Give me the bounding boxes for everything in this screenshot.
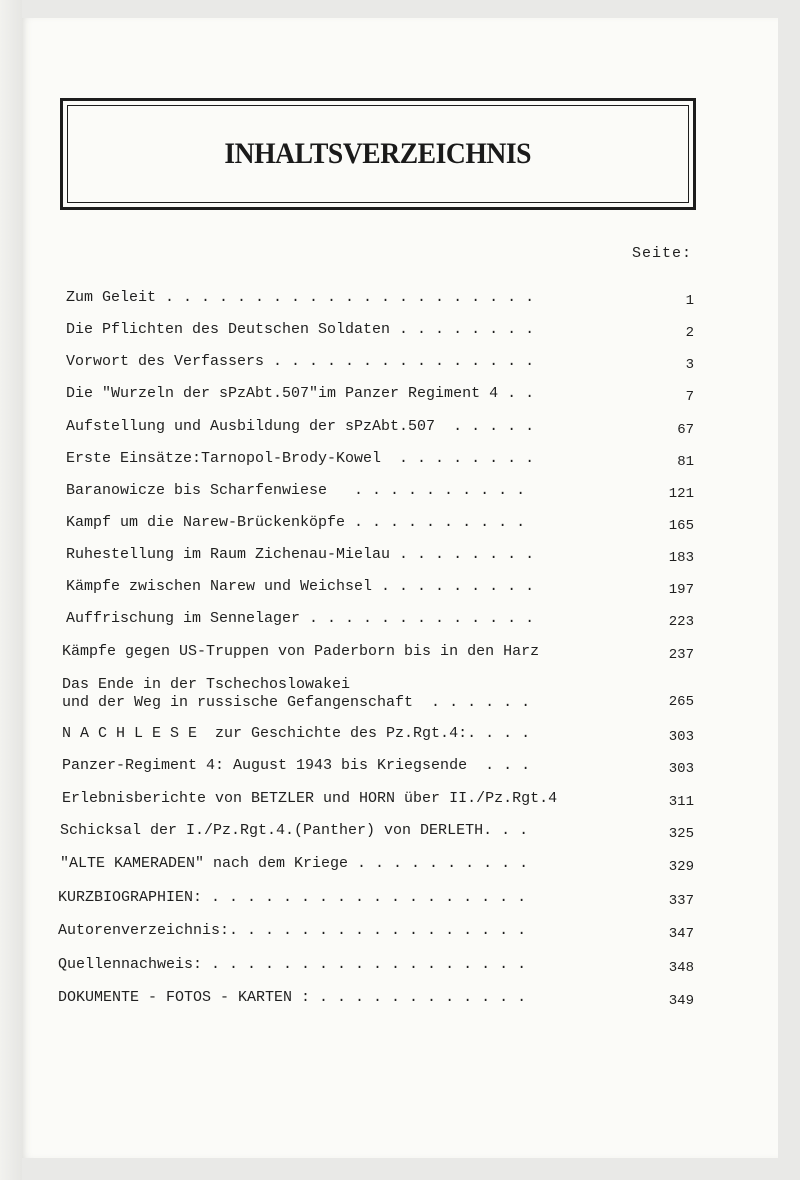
toc-entry-title: Schicksal der I./Pz.Rgt.4.(Panther) von DERLETH. . . xyxy=(60,822,529,839)
toc-entry-page-number: 183 xyxy=(668,550,694,566)
toc-entry-title: Das Ende in der Tschechoslowakei und der Weg in russische Gefangenschaft . . . . . . xyxy=(62,676,531,711)
page-column-header: Seite: xyxy=(631,245,692,262)
toc-entry-title: N A C H L E S E zur Geschichte des Pz.Rgt.4:. . . . xyxy=(62,725,531,742)
toc-entry-page-number: 223 xyxy=(668,614,694,630)
toc-entry-title: DOKUMENTE - FOTOS - KARTEN : . . . . . . . . . . . . xyxy=(58,989,527,1006)
toc-entry-title: Autorenverzeichnis:. . . . . . . . . . . . . . . . . xyxy=(58,922,527,939)
toc-entry-title: Erste Einsätze:Tarnopol-Brody-Kowel . . . . . . . . xyxy=(66,450,535,467)
toc-entry-title: Vorwort des Verfassers . . . . . . . . . . . . . . . xyxy=(66,353,535,370)
toc-entry-page-number: 303 xyxy=(668,761,694,777)
toc-entry-page-number: 2 xyxy=(685,325,694,341)
toc-entry-title: Kämpfe gegen US-Truppen von Paderborn bis in den Harz xyxy=(62,643,540,660)
toc-entry-title: Kämpfe zwischen Narew und Weichsel . . . . . . . . . xyxy=(66,578,535,595)
toc-entry-page-number: 165 xyxy=(668,518,694,534)
toc-entry-page-number: 81 xyxy=(677,454,694,470)
toc-entry-page-number: 197 xyxy=(668,582,694,598)
toc-entry-page-number: 329 xyxy=(668,859,694,875)
toc-entry-page-number: 3 xyxy=(685,357,694,373)
toc-entry-page-number: 121 xyxy=(668,486,694,502)
toc-entry-title: Erlebnisberichte von BETZLER und HORN über II./Pz.Rgt.4 xyxy=(62,790,558,807)
toc-entry-page-number: 265 xyxy=(668,694,694,710)
toc-entry-page-number: 7 xyxy=(685,389,694,405)
toc-entry-page-number: 348 xyxy=(668,960,694,976)
toc-entry-page-number: 337 xyxy=(668,893,694,909)
toc-entry-title: Zum Geleit . . . . . . . . . . . . . . . . . . . . . xyxy=(66,289,535,306)
toc-entry-page-number: 237 xyxy=(668,647,694,663)
page-title: INHALTSVERZEICHNIS xyxy=(224,137,532,170)
toc-entry-title: Baranowicze bis Scharfenwiese . . . . . . . . . . xyxy=(66,482,526,499)
toc-entry-page-number: 347 xyxy=(668,926,694,942)
toc-entry-page-number: 67 xyxy=(677,422,694,438)
toc-entry-title: Die "Wurzeln der sPzAbt.507"im Panzer Regiment 4 . . xyxy=(66,385,535,402)
toc-entry-title: Quellennachweis: . . . . . . . . . . . . . . . . . . xyxy=(58,956,527,973)
toc-entry-title: Auffrischung im Sennelager . . . . . . . . . . . . . xyxy=(66,610,535,627)
toc-entry-page-number: 349 xyxy=(668,993,694,1009)
toc-entry-page-number: 311 xyxy=(668,794,694,810)
toc-entry-page-number: 1 xyxy=(685,293,694,309)
toc-entry-title: Ruhestellung im Raum Zichenau-Mielau . . . . . . . . xyxy=(66,546,535,563)
toc-entry-title: "ALTE KAMERADEN" nach dem Kriege . . . . . . . . . . xyxy=(60,855,529,872)
toc-entry-title: KURZBIOGRAPHIEN: . . . . . . . . . . . . . . . . . . xyxy=(58,889,527,906)
toc-entry-page-number: 325 xyxy=(668,826,694,842)
toc-entry-title: Panzer-Regiment 4: August 1943 bis Kriegsende . . . xyxy=(62,757,531,774)
toc-entry-page-number: 303 xyxy=(668,729,694,745)
toc-entry-title: Aufstellung und Ausbildung der sPzAbt.507 . . . . . xyxy=(66,418,535,435)
toc-entry-title: Die Pflichten des Deutschen Soldaten . . . . . . . . xyxy=(66,321,535,338)
toc-entry-title: Kampf um die Narew-Brückenköpfe . . . . . . . . . . xyxy=(66,514,526,531)
